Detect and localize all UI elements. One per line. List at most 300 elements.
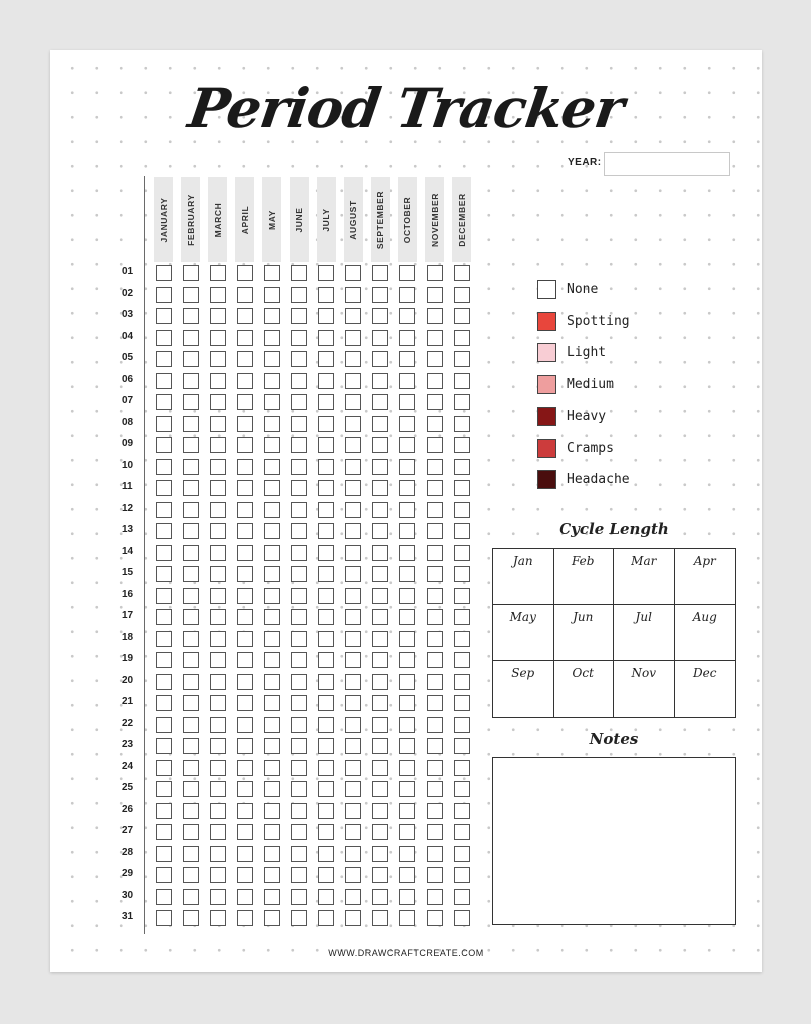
day-cell[interactable]	[372, 609, 388, 625]
day-cell[interactable]	[210, 373, 226, 389]
day-cell[interactable]	[454, 459, 470, 475]
day-cell[interactable]	[318, 566, 334, 582]
day-cell[interactable]	[237, 588, 253, 604]
day-cell[interactable]	[372, 867, 388, 883]
day-cell[interactable]	[291, 609, 307, 625]
day-cell[interactable]	[318, 416, 334, 432]
day-cell[interactable]	[399, 695, 415, 711]
day-cell[interactable]	[427, 889, 443, 905]
day-cell[interactable]	[291, 846, 307, 862]
day-cell[interactable]	[264, 588, 280, 604]
day-cell[interactable]	[291, 330, 307, 346]
day-cell[interactable]	[372, 394, 388, 410]
day-cell[interactable]	[183, 437, 199, 453]
day-cell[interactable]	[318, 265, 334, 281]
day-cell[interactable]	[399, 437, 415, 453]
day-cell[interactable]	[264, 846, 280, 862]
day-cell[interactable]	[210, 803, 226, 819]
day-cell[interactable]	[372, 803, 388, 819]
day-cell[interactable]	[237, 781, 253, 797]
day-cell[interactable]	[264, 416, 280, 432]
cycle-month-cell[interactable]: Jun	[554, 605, 615, 661]
day-cell[interactable]	[372, 330, 388, 346]
day-cell[interactable]	[264, 523, 280, 539]
day-cell[interactable]	[318, 480, 334, 496]
day-cell[interactable]	[156, 287, 172, 303]
day-cell[interactable]	[345, 459, 361, 475]
day-cell[interactable]	[183, 695, 199, 711]
day-cell[interactable]	[291, 459, 307, 475]
day-cell[interactable]	[183, 373, 199, 389]
day-cell[interactable]	[399, 502, 415, 518]
day-cell[interactable]	[454, 652, 470, 668]
day-cell[interactable]	[156, 717, 172, 733]
day-cell[interactable]	[318, 889, 334, 905]
day-cell[interactable]	[427, 459, 443, 475]
day-cell[interactable]	[454, 502, 470, 518]
day-cell[interactable]	[399, 717, 415, 733]
day-cell[interactable]	[183, 717, 199, 733]
day-cell[interactable]	[210, 674, 226, 690]
day-cell[interactable]	[183, 760, 199, 776]
day-cell[interactable]	[372, 760, 388, 776]
day-cell[interactable]	[291, 652, 307, 668]
cycle-month-cell[interactable]: Apr	[675, 549, 736, 605]
day-cell[interactable]	[291, 738, 307, 754]
day-cell[interactable]	[345, 867, 361, 883]
day-cell[interactable]	[318, 674, 334, 690]
day-cell[interactable]	[183, 631, 199, 647]
day-cell[interactable]	[318, 846, 334, 862]
day-cell[interactable]	[454, 631, 470, 647]
day-cell[interactable]	[427, 351, 443, 367]
day-cell[interactable]	[454, 416, 470, 432]
day-cell[interactable]	[372, 265, 388, 281]
day-cell[interactable]	[454, 330, 470, 346]
day-cell[interactable]	[291, 416, 307, 432]
day-cell[interactable]	[318, 308, 334, 324]
day-cell[interactable]	[345, 674, 361, 690]
day-cell[interactable]	[156, 566, 172, 582]
day-cell[interactable]	[454, 394, 470, 410]
day-cell[interactable]	[291, 545, 307, 561]
day-cell[interactable]	[454, 674, 470, 690]
day-cell[interactable]	[291, 373, 307, 389]
day-cell[interactable]	[399, 738, 415, 754]
day-cell[interactable]	[345, 330, 361, 346]
day-cell[interactable]	[318, 351, 334, 367]
day-cell[interactable]	[156, 373, 172, 389]
day-cell[interactable]	[291, 351, 307, 367]
day-cell[interactable]	[318, 781, 334, 797]
day-cell[interactable]	[318, 588, 334, 604]
day-cell[interactable]	[210, 308, 226, 324]
day-cell[interactable]	[264, 459, 280, 475]
day-cell[interactable]	[291, 523, 307, 539]
day-cell[interactable]	[454, 545, 470, 561]
day-cell[interactable]	[291, 631, 307, 647]
day-cell[interactable]	[156, 609, 172, 625]
day-cell[interactable]	[345, 480, 361, 496]
day-cell[interactable]	[183, 394, 199, 410]
day-cell[interactable]	[264, 717, 280, 733]
day-cell[interactable]	[399, 330, 415, 346]
day-cell[interactable]	[264, 781, 280, 797]
cycle-month-cell[interactable]: Jan	[493, 549, 554, 605]
day-cell[interactable]	[183, 459, 199, 475]
day-cell[interactable]	[345, 738, 361, 754]
day-cell[interactable]	[264, 287, 280, 303]
day-cell[interactable]	[237, 566, 253, 582]
day-cell[interactable]	[454, 889, 470, 905]
day-cell[interactable]	[264, 738, 280, 754]
day-cell[interactable]	[427, 674, 443, 690]
day-cell[interactable]	[399, 545, 415, 561]
day-cell[interactable]	[399, 910, 415, 926]
day-cell[interactable]	[399, 824, 415, 840]
day-cell[interactable]	[264, 394, 280, 410]
day-cell[interactable]	[183, 846, 199, 862]
day-cell[interactable]	[427, 846, 443, 862]
day-cell[interactable]	[454, 480, 470, 496]
day-cell[interactable]	[372, 480, 388, 496]
day-cell[interactable]	[156, 308, 172, 324]
day-cell[interactable]	[183, 416, 199, 432]
day-cell[interactable]	[345, 545, 361, 561]
day-cell[interactable]	[399, 394, 415, 410]
day-cell[interactable]	[156, 846, 172, 862]
day-cell[interactable]	[454, 738, 470, 754]
day-cell[interactable]	[183, 738, 199, 754]
day-cell[interactable]	[318, 760, 334, 776]
day-cell[interactable]	[183, 867, 199, 883]
day-cell[interactable]	[291, 308, 307, 324]
day-cell[interactable]	[454, 717, 470, 733]
day-cell[interactable]	[183, 287, 199, 303]
day-cell[interactable]	[210, 330, 226, 346]
day-cell[interactable]	[372, 652, 388, 668]
day-cell[interactable]	[399, 287, 415, 303]
day-cell[interactable]	[264, 373, 280, 389]
day-cell[interactable]	[183, 265, 199, 281]
day-cell[interactable]	[291, 502, 307, 518]
day-cell[interactable]	[264, 480, 280, 496]
day-cell[interactable]	[291, 910, 307, 926]
day-cell[interactable]	[372, 416, 388, 432]
day-cell[interactable]	[454, 566, 470, 582]
day-cell[interactable]	[237, 609, 253, 625]
cycle-month-cell[interactable]: Jul	[614, 605, 675, 661]
day-cell[interactable]	[427, 545, 443, 561]
day-cell[interactable]	[156, 351, 172, 367]
day-cell[interactable]	[318, 910, 334, 926]
day-cell[interactable]	[399, 265, 415, 281]
day-cell[interactable]	[399, 459, 415, 475]
day-cell[interactable]	[345, 652, 361, 668]
day-cell[interactable]	[427, 287, 443, 303]
day-cell[interactable]	[237, 545, 253, 561]
day-cell[interactable]	[372, 545, 388, 561]
day-cell[interactable]	[454, 824, 470, 840]
day-cell[interactable]	[318, 373, 334, 389]
day-cell[interactable]	[237, 695, 253, 711]
day-cell[interactable]	[210, 287, 226, 303]
day-cell[interactable]	[210, 760, 226, 776]
day-cell[interactable]	[264, 867, 280, 883]
day-cell[interactable]	[399, 674, 415, 690]
day-cell[interactable]	[427, 803, 443, 819]
day-cell[interactable]	[210, 545, 226, 561]
day-cell[interactable]	[210, 459, 226, 475]
day-cell[interactable]	[345, 394, 361, 410]
day-cell[interactable]	[264, 889, 280, 905]
day-cell[interactable]	[318, 631, 334, 647]
day-cell[interactable]	[399, 588, 415, 604]
day-cell[interactable]	[237, 394, 253, 410]
day-cell[interactable]	[318, 609, 334, 625]
day-cell[interactable]	[427, 609, 443, 625]
day-cell[interactable]	[427, 910, 443, 926]
day-cell[interactable]	[345, 889, 361, 905]
day-cell[interactable]	[264, 910, 280, 926]
day-cell[interactable]	[318, 652, 334, 668]
day-cell[interactable]	[156, 760, 172, 776]
day-cell[interactable]	[345, 308, 361, 324]
day-cell[interactable]	[183, 674, 199, 690]
day-cell[interactable]	[427, 480, 443, 496]
day-cell[interactable]	[237, 803, 253, 819]
day-cell[interactable]	[291, 480, 307, 496]
day-cell[interactable]	[264, 437, 280, 453]
day-cell[interactable]	[183, 330, 199, 346]
day-cell[interactable]	[237, 265, 253, 281]
day-cell[interactable]	[156, 695, 172, 711]
day-cell[interactable]	[183, 889, 199, 905]
day-cell[interactable]	[399, 480, 415, 496]
day-cell[interactable]	[156, 824, 172, 840]
day-cell[interactable]	[399, 566, 415, 582]
day-cell[interactable]	[237, 846, 253, 862]
day-cell[interactable]	[345, 717, 361, 733]
day-cell[interactable]	[291, 781, 307, 797]
day-cell[interactable]	[454, 308, 470, 324]
day-cell[interactable]	[454, 523, 470, 539]
day-cell[interactable]	[156, 265, 172, 281]
day-cell[interactable]	[264, 545, 280, 561]
day-cell[interactable]	[345, 437, 361, 453]
day-cell[interactable]	[427, 824, 443, 840]
day-cell[interactable]	[427, 265, 443, 281]
day-cell[interactable]	[345, 416, 361, 432]
day-cell[interactable]	[399, 781, 415, 797]
day-cell[interactable]	[372, 846, 388, 862]
day-cell[interactable]	[264, 265, 280, 281]
day-cell[interactable]	[427, 523, 443, 539]
day-cell[interactable]	[156, 674, 172, 690]
day-cell[interactable]	[237, 910, 253, 926]
day-cell[interactable]	[291, 674, 307, 690]
cycle-month-cell[interactable]: Oct	[554, 661, 615, 717]
day-cell[interactable]	[237, 437, 253, 453]
day-cell[interactable]	[264, 330, 280, 346]
day-cell[interactable]	[454, 437, 470, 453]
day-cell[interactable]	[318, 394, 334, 410]
day-cell[interactable]	[345, 265, 361, 281]
day-cell[interactable]	[427, 588, 443, 604]
day-cell[interactable]	[372, 738, 388, 754]
day-cell[interactable]	[427, 781, 443, 797]
day-cell[interactable]	[156, 545, 172, 561]
day-cell[interactable]	[318, 502, 334, 518]
day-cell[interactable]	[237, 373, 253, 389]
day-cell[interactable]	[237, 287, 253, 303]
day-cell[interactable]	[454, 265, 470, 281]
day-cell[interactable]	[156, 652, 172, 668]
day-cell[interactable]	[454, 287, 470, 303]
day-cell[interactable]	[372, 373, 388, 389]
day-cell[interactable]	[291, 394, 307, 410]
day-cell[interactable]	[237, 308, 253, 324]
day-cell[interactable]	[210, 717, 226, 733]
day-cell[interactable]	[183, 480, 199, 496]
day-cell[interactable]	[345, 502, 361, 518]
day-cell[interactable]	[454, 867, 470, 883]
day-cell[interactable]	[156, 459, 172, 475]
day-cell[interactable]	[318, 330, 334, 346]
day-cell[interactable]	[291, 287, 307, 303]
day-cell[interactable]	[372, 308, 388, 324]
day-cell[interactable]	[291, 437, 307, 453]
day-cell[interactable]	[291, 695, 307, 711]
day-cell[interactable]	[264, 631, 280, 647]
day-cell[interactable]	[291, 824, 307, 840]
day-cell[interactable]	[210, 588, 226, 604]
day-cell[interactable]	[210, 502, 226, 518]
day-cell[interactable]	[264, 824, 280, 840]
day-cell[interactable]	[399, 846, 415, 862]
day-cell[interactable]	[291, 566, 307, 582]
day-cell[interactable]	[156, 781, 172, 797]
day-cell[interactable]	[318, 803, 334, 819]
day-cell[interactable]	[156, 416, 172, 432]
day-cell[interactable]	[183, 609, 199, 625]
day-cell[interactable]	[427, 394, 443, 410]
day-cell[interactable]	[345, 287, 361, 303]
day-cell[interactable]	[264, 803, 280, 819]
day-cell[interactable]	[427, 373, 443, 389]
day-cell[interactable]	[291, 803, 307, 819]
day-cell[interactable]	[237, 351, 253, 367]
day-cell[interactable]	[156, 394, 172, 410]
day-cell[interactable]	[183, 502, 199, 518]
day-cell[interactable]	[183, 910, 199, 926]
day-cell[interactable]	[372, 910, 388, 926]
day-cell[interactable]	[427, 717, 443, 733]
day-cell[interactable]	[318, 717, 334, 733]
cycle-month-cell[interactable]: May	[493, 605, 554, 661]
day-cell[interactable]	[210, 652, 226, 668]
day-cell[interactable]	[156, 738, 172, 754]
day-cell[interactable]	[156, 588, 172, 604]
day-cell[interactable]	[345, 760, 361, 776]
day-cell[interactable]	[399, 760, 415, 776]
day-cell[interactable]	[291, 889, 307, 905]
day-cell[interactable]	[237, 502, 253, 518]
day-cell[interactable]	[399, 416, 415, 432]
day-cell[interactable]	[454, 588, 470, 604]
day-cell[interactable]	[454, 803, 470, 819]
day-cell[interactable]	[345, 781, 361, 797]
day-cell[interactable]	[237, 459, 253, 475]
day-cell[interactable]	[156, 437, 172, 453]
day-cell[interactable]	[318, 867, 334, 883]
day-cell[interactable]	[264, 609, 280, 625]
day-cell[interactable]	[183, 351, 199, 367]
day-cell[interactable]	[210, 437, 226, 453]
day-cell[interactable]	[427, 437, 443, 453]
day-cell[interactable]	[237, 717, 253, 733]
cycle-month-cell[interactable]: Dec	[693, 666, 717, 680]
day-cell[interactable]	[345, 609, 361, 625]
day-cell[interactable]	[454, 373, 470, 389]
day-cell[interactable]	[156, 330, 172, 346]
day-cell[interactable]	[210, 695, 226, 711]
day-cell[interactable]	[156, 910, 172, 926]
day-cell[interactable]	[156, 523, 172, 539]
day-cell[interactable]	[345, 588, 361, 604]
day-cell[interactable]	[372, 717, 388, 733]
day-cell[interactable]	[372, 588, 388, 604]
day-cell[interactable]	[372, 674, 388, 690]
day-cell[interactable]	[399, 803, 415, 819]
day-cell[interactable]	[454, 760, 470, 776]
day-cell[interactable]	[210, 631, 226, 647]
day-cell[interactable]	[264, 652, 280, 668]
day-cell[interactable]	[156, 803, 172, 819]
day-cell[interactable]	[427, 308, 443, 324]
day-cell[interactable]	[372, 695, 388, 711]
day-cell[interactable]	[237, 631, 253, 647]
day-cell[interactable]	[372, 437, 388, 453]
day-cell[interactable]	[454, 846, 470, 862]
day-cell[interactable]	[318, 738, 334, 754]
day-cell[interactable]	[210, 416, 226, 432]
day-cell[interactable]	[156, 631, 172, 647]
day-cell[interactable]	[399, 889, 415, 905]
day-cell[interactable]	[399, 351, 415, 367]
day-cell[interactable]	[156, 502, 172, 518]
day-cell[interactable]	[210, 394, 226, 410]
day-cell[interactable]	[427, 502, 443, 518]
day-cell[interactable]	[345, 566, 361, 582]
day-cell[interactable]	[427, 631, 443, 647]
day-cell[interactable]	[210, 566, 226, 582]
day-cell[interactable]	[210, 265, 226, 281]
day-cell[interactable]	[318, 437, 334, 453]
day-cell[interactable]	[291, 760, 307, 776]
day-cell[interactable]	[183, 566, 199, 582]
day-cell[interactable]	[399, 523, 415, 539]
day-cell[interactable]	[345, 373, 361, 389]
day-cell[interactable]	[345, 351, 361, 367]
day-cell[interactable]	[345, 910, 361, 926]
day-cell[interactable]	[318, 695, 334, 711]
day-cell[interactable]	[237, 652, 253, 668]
day-cell[interactable]	[237, 480, 253, 496]
day-cell[interactable]	[454, 351, 470, 367]
day-cell[interactable]	[345, 803, 361, 819]
day-cell[interactable]	[372, 287, 388, 303]
